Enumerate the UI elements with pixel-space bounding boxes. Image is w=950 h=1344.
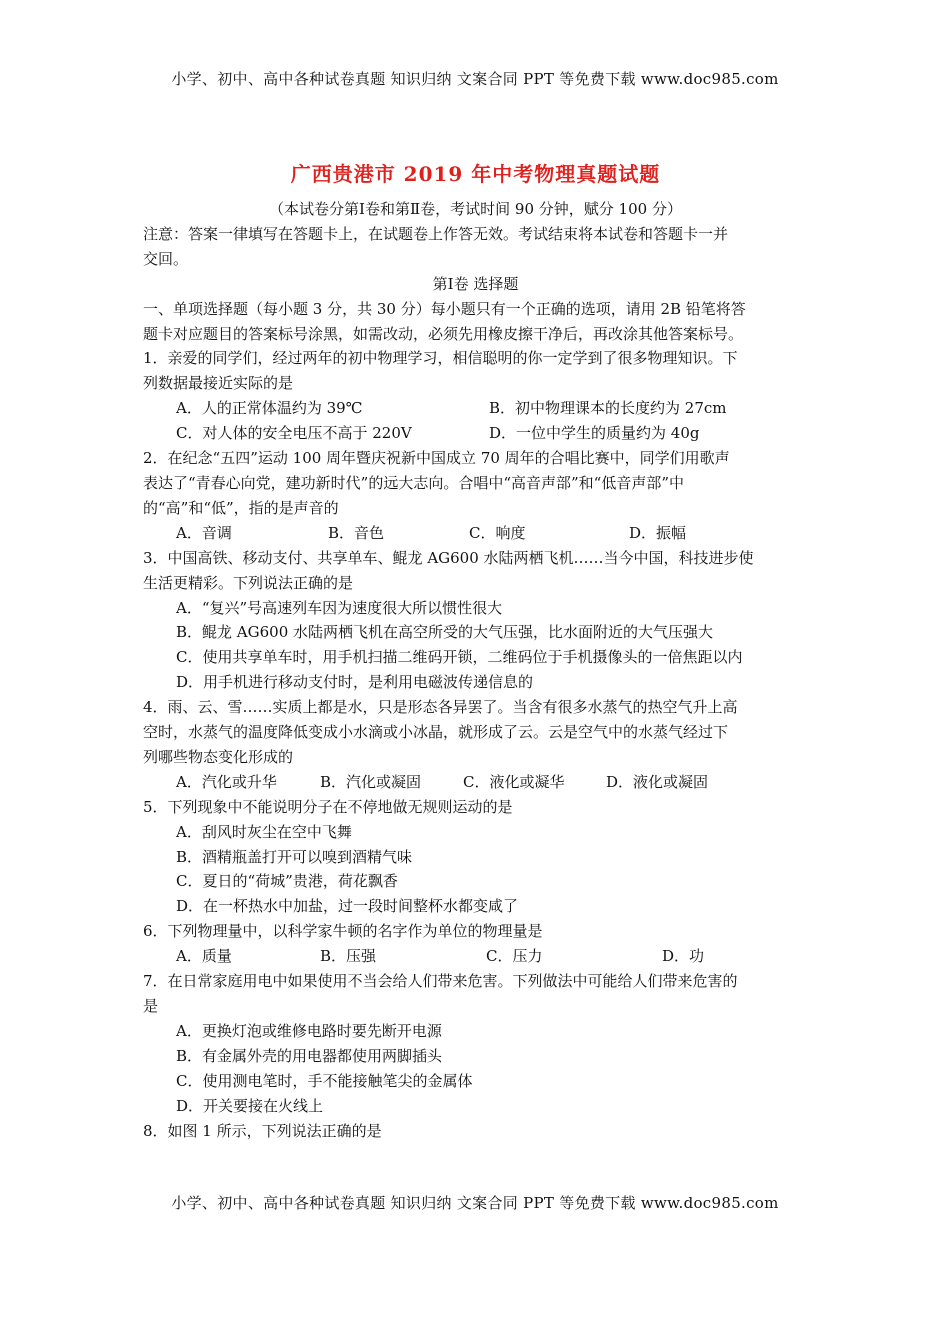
question-6-options: [143, 944, 808, 969]
exam-content: [143, 158, 808, 1143]
option-a: A．“复兴”号高速列车因为速度很大所以惯性很大: [176, 598, 503, 617]
question-6-stem: 6．下列物理量中，以科学家牛顿的名字作为单位的物理量是: [143, 922, 543, 941]
option-d: D．开关要接在火线上: [176, 1096, 324, 1115]
option-a: A．更换灯泡或维修电路时要先断开电源: [176, 1021, 442, 1040]
option-d: D．振幅: [629, 523, 687, 542]
question-7-stem: 7．在日常家庭用电中如果使用不当会给人们带来危害。下列做法中可能给人们带来危害的: [143, 972, 738, 991]
option-c: C．对人体的安全电压不高于 220V: [176, 424, 412, 443]
option-d: D．功: [662, 947, 705, 966]
question-4-stem: 4．雨、云、雪……实质上都是水，只是形态各异罢了。当含有很多水蒸气的热空气升上高: [143, 698, 738, 717]
option-c: C．夏日的“荷城”贵港，荷花飘香: [176, 872, 398, 891]
section-title: 第Ⅰ卷 选择题: [432, 274, 519, 293]
question-4-stem: 列哪些物态变化形成的: [143, 747, 294, 766]
option-b: B．汽化或凝固: [320, 772, 422, 791]
option-b: B．初中物理课本的长度约为 27cm: [489, 399, 727, 418]
option-c: C．液化或凝华: [463, 772, 565, 791]
question-3-stem: 3．中国高铁、移动支付、共享单车、鲲龙 AG600 水陆两栖飞机……当今中国，科技进步使: [143, 548, 754, 567]
option-d: D．在一杯热水中加盐，过一段时间整杯水都变咸了: [176, 897, 519, 916]
option-c: C．使用共享单车时，用手机扫描二维码开锁，二维码位于手机摄像头的一倍焦距以内: [176, 648, 743, 667]
question-2-options: [143, 521, 808, 546]
option-a: A．质量: [176, 947, 232, 966]
option-b: B．有金属外壳的用电器都使用两脚插头: [176, 1046, 443, 1065]
option-c: C．压力: [486, 947, 543, 966]
part-intro: 题卡对应题目的答案标号涂黑，如需改动，必须先用橡皮擦干净后，再改涂其他答案标号。: [143, 324, 744, 343]
option-c: C．使用测电笔时，手不能接触笔尖的金属体: [176, 1071, 473, 1090]
notice-line: 注意：答案一律填写在答题卡上，在试题卷上作答无效。考试结束将本试卷和答题卡一并: [143, 224, 729, 243]
option-a: A．刮风时灰尘在空中飞舞: [176, 822, 352, 841]
question-5-stem: 5．下列现象中不能说明分子在不停地做无规则运动的是: [143, 797, 513, 816]
question-1-stem: 1．亲爱的同学们，经过两年的初中物理学习，相信聪明的你一定学到了很多物理知识。下: [143, 349, 738, 368]
option-d: D．一位中学生的质量约为 40g: [489, 424, 700, 443]
question-1-options: [143, 396, 808, 421]
question-2-stem: 2．在纪念“五四”运动 100 周年暨庆祝新中国成立 70 周年的合唱比赛中，同学们用歌声: [143, 449, 730, 468]
page-header: 小学、初中、高中各种试卷真题 知识归纳 文案合同 PPT 等免费下载 www.doc985.com: [171, 70, 779, 88]
question-4-options: [143, 770, 808, 795]
option-d: D．液化或凝固: [606, 772, 709, 791]
question-1-options: [143, 421, 808, 446]
question-2-stem: 的“高”和“低”，指的是声音的: [143, 498, 339, 517]
question-2-stem: 表达了“青春心向党，建功新时代”的远大志向。合唱中“高音声部”和“低音声部”中: [143, 473, 685, 492]
option-b: B．音色: [328, 523, 385, 542]
question-1-stem: 列数据最接近实际的是: [143, 374, 294, 393]
option-a: A．音调: [176, 523, 232, 542]
option-a: A．汽化或升华: [176, 772, 277, 791]
exam-subtitle: （本试卷分第Ⅰ卷和第Ⅱ卷，考试时间 90 分钟，赋分 100 分）: [269, 200, 682, 218]
question-3-stem: 生活更精彩。下列说法正确的是: [143, 573, 354, 592]
option-b: B．鲲龙 AG600 水陆两栖飞机在高空所受的大气压强，比水面附近的大气压强大: [176, 623, 714, 642]
option-b: B．压强: [320, 947, 377, 966]
question-4-stem: 空时，水蒸气的温度降低变成小水滴或小冰晶，就形成了云。云是空气中的水蒸气经过下: [143, 723, 729, 742]
option-c: C．响度: [469, 523, 526, 542]
option-b: B．酒精瓶盖打开可以嗅到酒精气味: [176, 847, 413, 866]
notice-line: 交回。: [143, 249, 189, 268]
question-8-stem: 8．如图 1 所示，下列说法正确的是: [143, 1121, 382, 1140]
page-title: 广西贵港市 2019 年中考物理真题试题: [290, 162, 661, 186]
option-a: A．人的正常体温约为 39℃: [176, 399, 363, 418]
part-intro: 一、单项选择题（每小题 3 分，共 30 分）每小题只有一个正确的选项，请用 2B 铅笔将答: [143, 299, 746, 318]
option-d: D．用手机进行移动支付时，是利用电磁波传递信息的: [176, 673, 534, 692]
question-7-stem: 是: [143, 997, 159, 1015]
page-footer: 小学、初中、高中各种试卷真题 知识归纳 文案合同 PPT 等免费下载 www.doc985.com: [171, 1194, 779, 1212]
